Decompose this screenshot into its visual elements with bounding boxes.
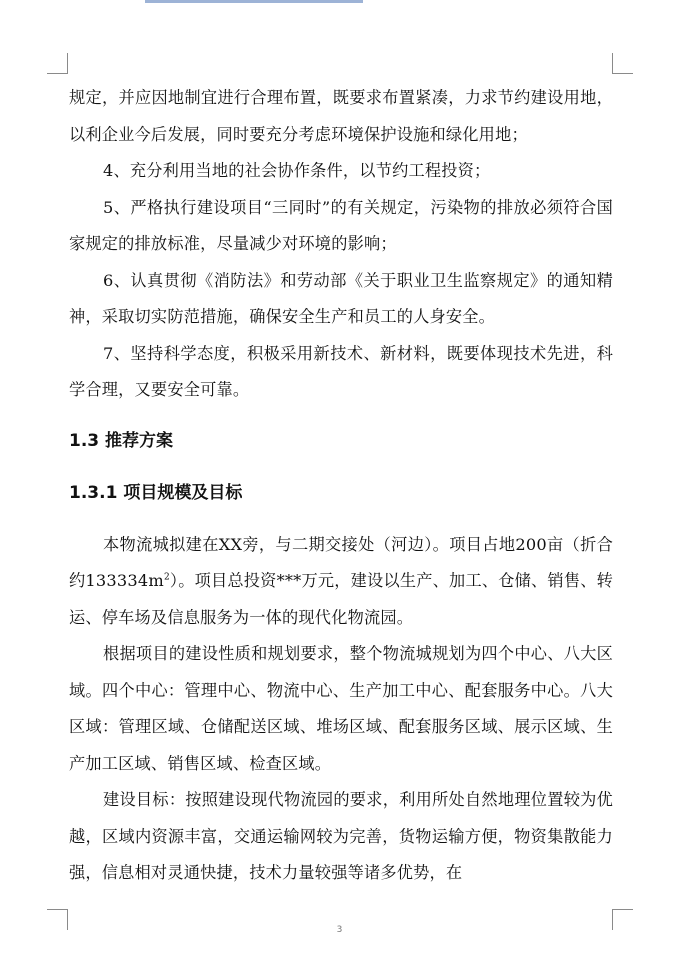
paragraph-project-location	[69, 527, 613, 637]
window-top-accent	[145, 0, 363, 3]
margin-mark-top-left	[47, 53, 68, 74]
paragraph-item-7: 7、坚持科学态度，积极采用新技术、新材料，既要体现技术先进，科学合理，又要安全可靠。	[69, 343, 613, 399]
document-body	[69, 80, 613, 892]
paragraph-item-4: 4、充分利用当地的社会协作条件，以节约工程投资；	[103, 161, 491, 180]
section-heading-1-3: 1.3 推荐方案	[69, 430, 174, 451]
paragraph-item-6: 6、认真贯彻《消防法》和劳动部《关于职业卫生监察规定》的通知精神，采取切实防范措施，确保安全生产和员工的人身安全。	[69, 270, 613, 326]
paragraph-item-5: 5、严格执行建设项目“三同时”的有关规定，污染物的排放必须符合国家规定的排放标准，尽量减少对环境的影响；	[69, 197, 613, 253]
project-location-text-a: 本物流城拟建在XX旁，与二期交接处（河边）。项目占地200亩（折合约133334m	[69, 534, 613, 590]
area-unit-superscript: 2	[163, 572, 170, 583]
page-number: 3	[336, 925, 343, 935]
paragraph-planning: 根据项目的建设性质和规划要求，整个物流城规划为四个中心、八大区域。四个中心：管理中心、物流中心、生产加工中心、配套服务中心。八大区域：管理区域、仓储配送区域、堆场区域、配套服务区域、展示区域、生产加工区域、销售区域、检查区域。	[69, 644, 613, 773]
paragraph-layout-principle: 规定，并应因地制宜进行合理布置，既要求布置紧凑，力求节约建设用地，以利企业今后发展，同时要充分考虑环境保护设施和绿化用地；	[69, 88, 613, 144]
paragraph-construction-goal: 建设目标：按照建设现代物流园的要求，利用所处自然地理位置较为优越，区域内资源丰富，交通运输网较为完善，货物运输方便，物资集散能力强，信息相对灵通快捷，技术力量较强等诸多优势，在	[69, 790, 613, 882]
margin-mark-top-right	[612, 53, 633, 74]
section-heading-1-3-1: 1.3.1 项目规模及目标	[69, 482, 243, 503]
project-location-text-b: ）。项目总投资***万元，建设以生产、加工、仓储、销售、转运、停车场及信息服务为一体的现代化物流园。	[69, 571, 614, 627]
